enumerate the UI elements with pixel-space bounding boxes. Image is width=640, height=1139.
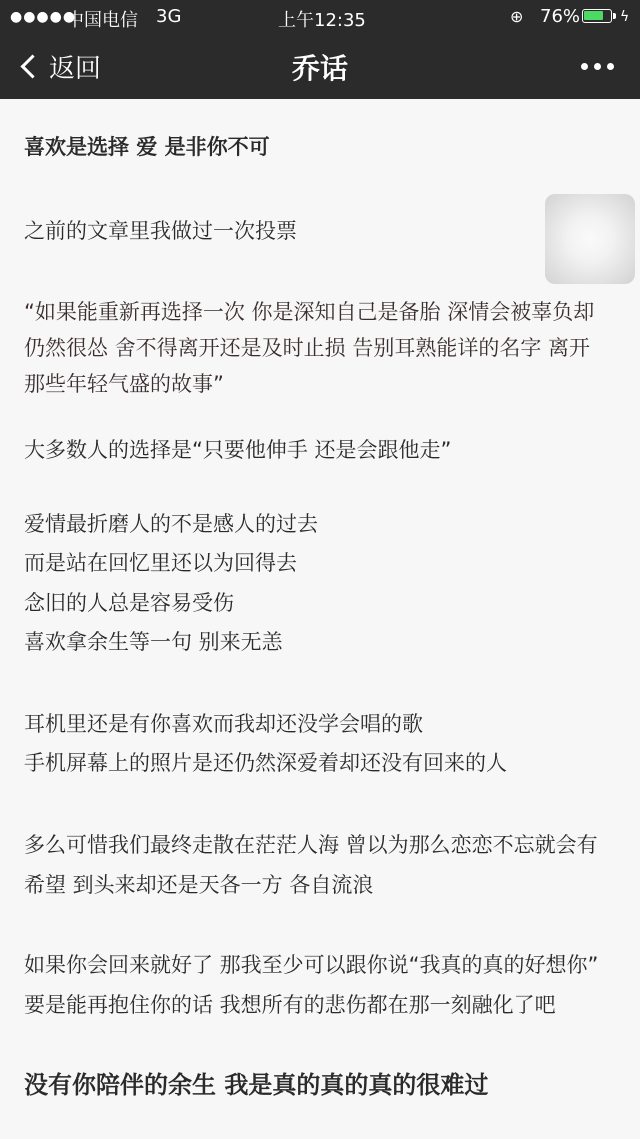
more-dot [594,63,601,70]
paragraph-line: 大多数人的选择是“只要他伸手 还是会跟他走” [24,438,452,462]
paragraph-line: 如果你会回来就好了 那我至少可以跟你说“我真的真的好想你” [24,953,599,977]
signal-strength-icon: ●●●●● [10,9,77,25]
more-button[interactable] [581,63,614,70]
nav-bar [0,33,640,99]
paragraph-line: 希望 到头来却还是天各一方 各自流浪 [24,873,374,897]
paragraph-line: 念旧的人总是容易受伤 [24,591,234,615]
paragraph-line: 而是站在回忆里还以为回得去 [24,551,297,575]
paragraph-line: 那些年轻气盛的故事” [24,372,224,396]
more-dot [607,63,614,70]
floating-thumbnail[interactable] [545,194,635,284]
paragraph-line: “如果能重新再选择一次 你是深知自己是备胎 深情会被辜负却 [24,300,595,324]
page-title: 乔话 [291,52,348,85]
status-time: 上午12:35 [278,10,366,31]
rotation-lock-icon: ⊕ [510,7,524,26]
back-button-label: 返回 [49,53,102,84]
battery-percent: 76% [540,6,581,27]
battery-level-fill [584,11,603,20]
paragraph-line: 仍然很怂 舍不得离开还是及时止损 告别耳熟能详的名字 离开 [24,336,591,360]
paragraph-line: 手机屏幕上的照片是还仍然深爱着却还没有回来的人 [24,751,507,775]
paragraph-line: 之前的文章里我做过一次投票 [24,219,297,243]
paragraph-line: 爱情最折磨人的不是感人的过去 [24,512,318,536]
more-dot [581,63,588,70]
article-title: 喜欢是选择 爱 是非你不可 [24,135,270,159]
paragraph-line: 要是能再抱住你的话 我想所有的悲伤都在那一刻融化了吧 [24,993,556,1017]
carrier-name: 中国电信 [66,10,138,31]
paragraph-line: 多么可惜我们最终走散在茫茫人海 曾以为那么恋恋不忘就会有 [24,833,598,857]
article-ending: 没有你陪伴的余生 我是真的真的真的很难过 [24,1071,489,1099]
battery-icon [582,9,612,23]
paragraph-line: 耳机里还是有你喜欢而我却还没学会唱的歌 [24,712,423,736]
network-type: 3G [156,6,182,27]
paragraph-line: 喜欢拿余生等一句 别来无恙 [24,630,283,654]
charging-icon: ϟ [620,9,630,25]
status-bar [0,0,640,33]
